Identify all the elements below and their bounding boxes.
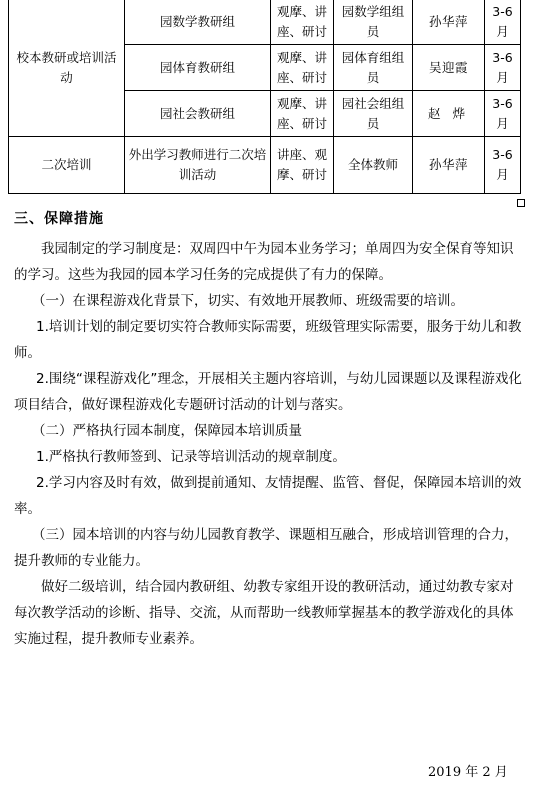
paragraph: 2.围绕“课程游戏化”理念，开展相关主题内容培训，与幼儿园课题以及课程游戏化项目结合，做好课程游戏化专题研讨活动的计划与落实。 xyxy=(14,371,522,413)
form-cell: 观摩、讲座、研讨 xyxy=(271,0,334,45)
table-row xyxy=(9,137,521,194)
paragraph: （三）园本培训的内容与幼儿园教育教学、课题相互融合，形成培训管理的合力，提升教师的专业能力。 xyxy=(14,527,518,569)
paragraph: 我园制定的学习制度是：双周四中午为园本业务学习；单周四为安全保育等知识的学习。这些为我园的园本学习任务的完成提供了有力的保障。 xyxy=(14,241,514,283)
document-body xyxy=(14,236,524,652)
document-date: 2019 年 2 月 xyxy=(428,765,508,780)
time-cell: 3-6月 xyxy=(485,137,521,194)
paragraph: 1.培训计划的制定要切实符合教师实际需要，班级管理实际需要，服务于幼儿和教师。 xyxy=(14,319,522,361)
participants-cell: 全体教师 xyxy=(334,137,413,194)
paragraph: （二）严格执行园本制度，保障园本培训质量 xyxy=(32,423,302,439)
paragraph: 做好二级培训，结合园内教研组、幼教专家组开设的教研活动，通过幼教专家对每次教学活动的诊断、指导、交流，从而帮助一线教师掌握基本的教学游戏化的具体实施过程，提升教师专业素养。 xyxy=(14,579,514,647)
subject-cell: 外出学习教师进行二次培训活动 xyxy=(125,137,271,194)
section-title: 三、保障措施 xyxy=(14,211,104,227)
subject-cell: 园数学教研组 xyxy=(125,0,271,45)
paragraph: 2.学习内容及时有效，做到提前通知、友情提醒、监管、督促，保障园本培训的效率。 xyxy=(14,475,522,517)
subject-cell: 园体育教研组 xyxy=(125,45,271,91)
category-cell: 校本教研或培训活动 xyxy=(9,0,125,137)
category-cell: 二次培训 xyxy=(9,137,125,194)
training-plan-table xyxy=(8,0,521,194)
person-cell: 赵 烨 xyxy=(413,91,485,137)
training-plan-table-wrap xyxy=(8,0,520,194)
subject-cell: 园社会教研组 xyxy=(125,91,271,137)
time-cell: 3-6月 xyxy=(485,91,521,137)
time-cell: 3-6月 xyxy=(485,45,521,91)
table-row xyxy=(9,0,521,45)
paragraph: （一）在课程游戏化背景下，切实、有效地开展教师、班级需要的培训。 xyxy=(32,293,464,309)
participants-cell: 园体育组组员 xyxy=(334,45,413,91)
form-cell: 讲座、观摩、研讨 xyxy=(271,137,334,194)
form-cell: 观摩、讲座、研讨 xyxy=(271,91,334,137)
table-resize-handle[interactable] xyxy=(517,199,525,207)
form-cell: 观摩、讲座、研讨 xyxy=(271,45,334,91)
paragraph: 1.严格执行教师签到、记录等培训活动的规章制度。 xyxy=(36,449,346,465)
time-cell: 3-6月 xyxy=(485,0,521,45)
person-cell: 孙华萍 xyxy=(413,137,485,194)
person-cell: 孙华萍 xyxy=(413,0,485,45)
person-cell: 吴迎霞 xyxy=(413,45,485,91)
participants-cell: 园数学组组员 xyxy=(334,0,413,45)
participants-cell: 园社会组组员 xyxy=(334,91,413,137)
